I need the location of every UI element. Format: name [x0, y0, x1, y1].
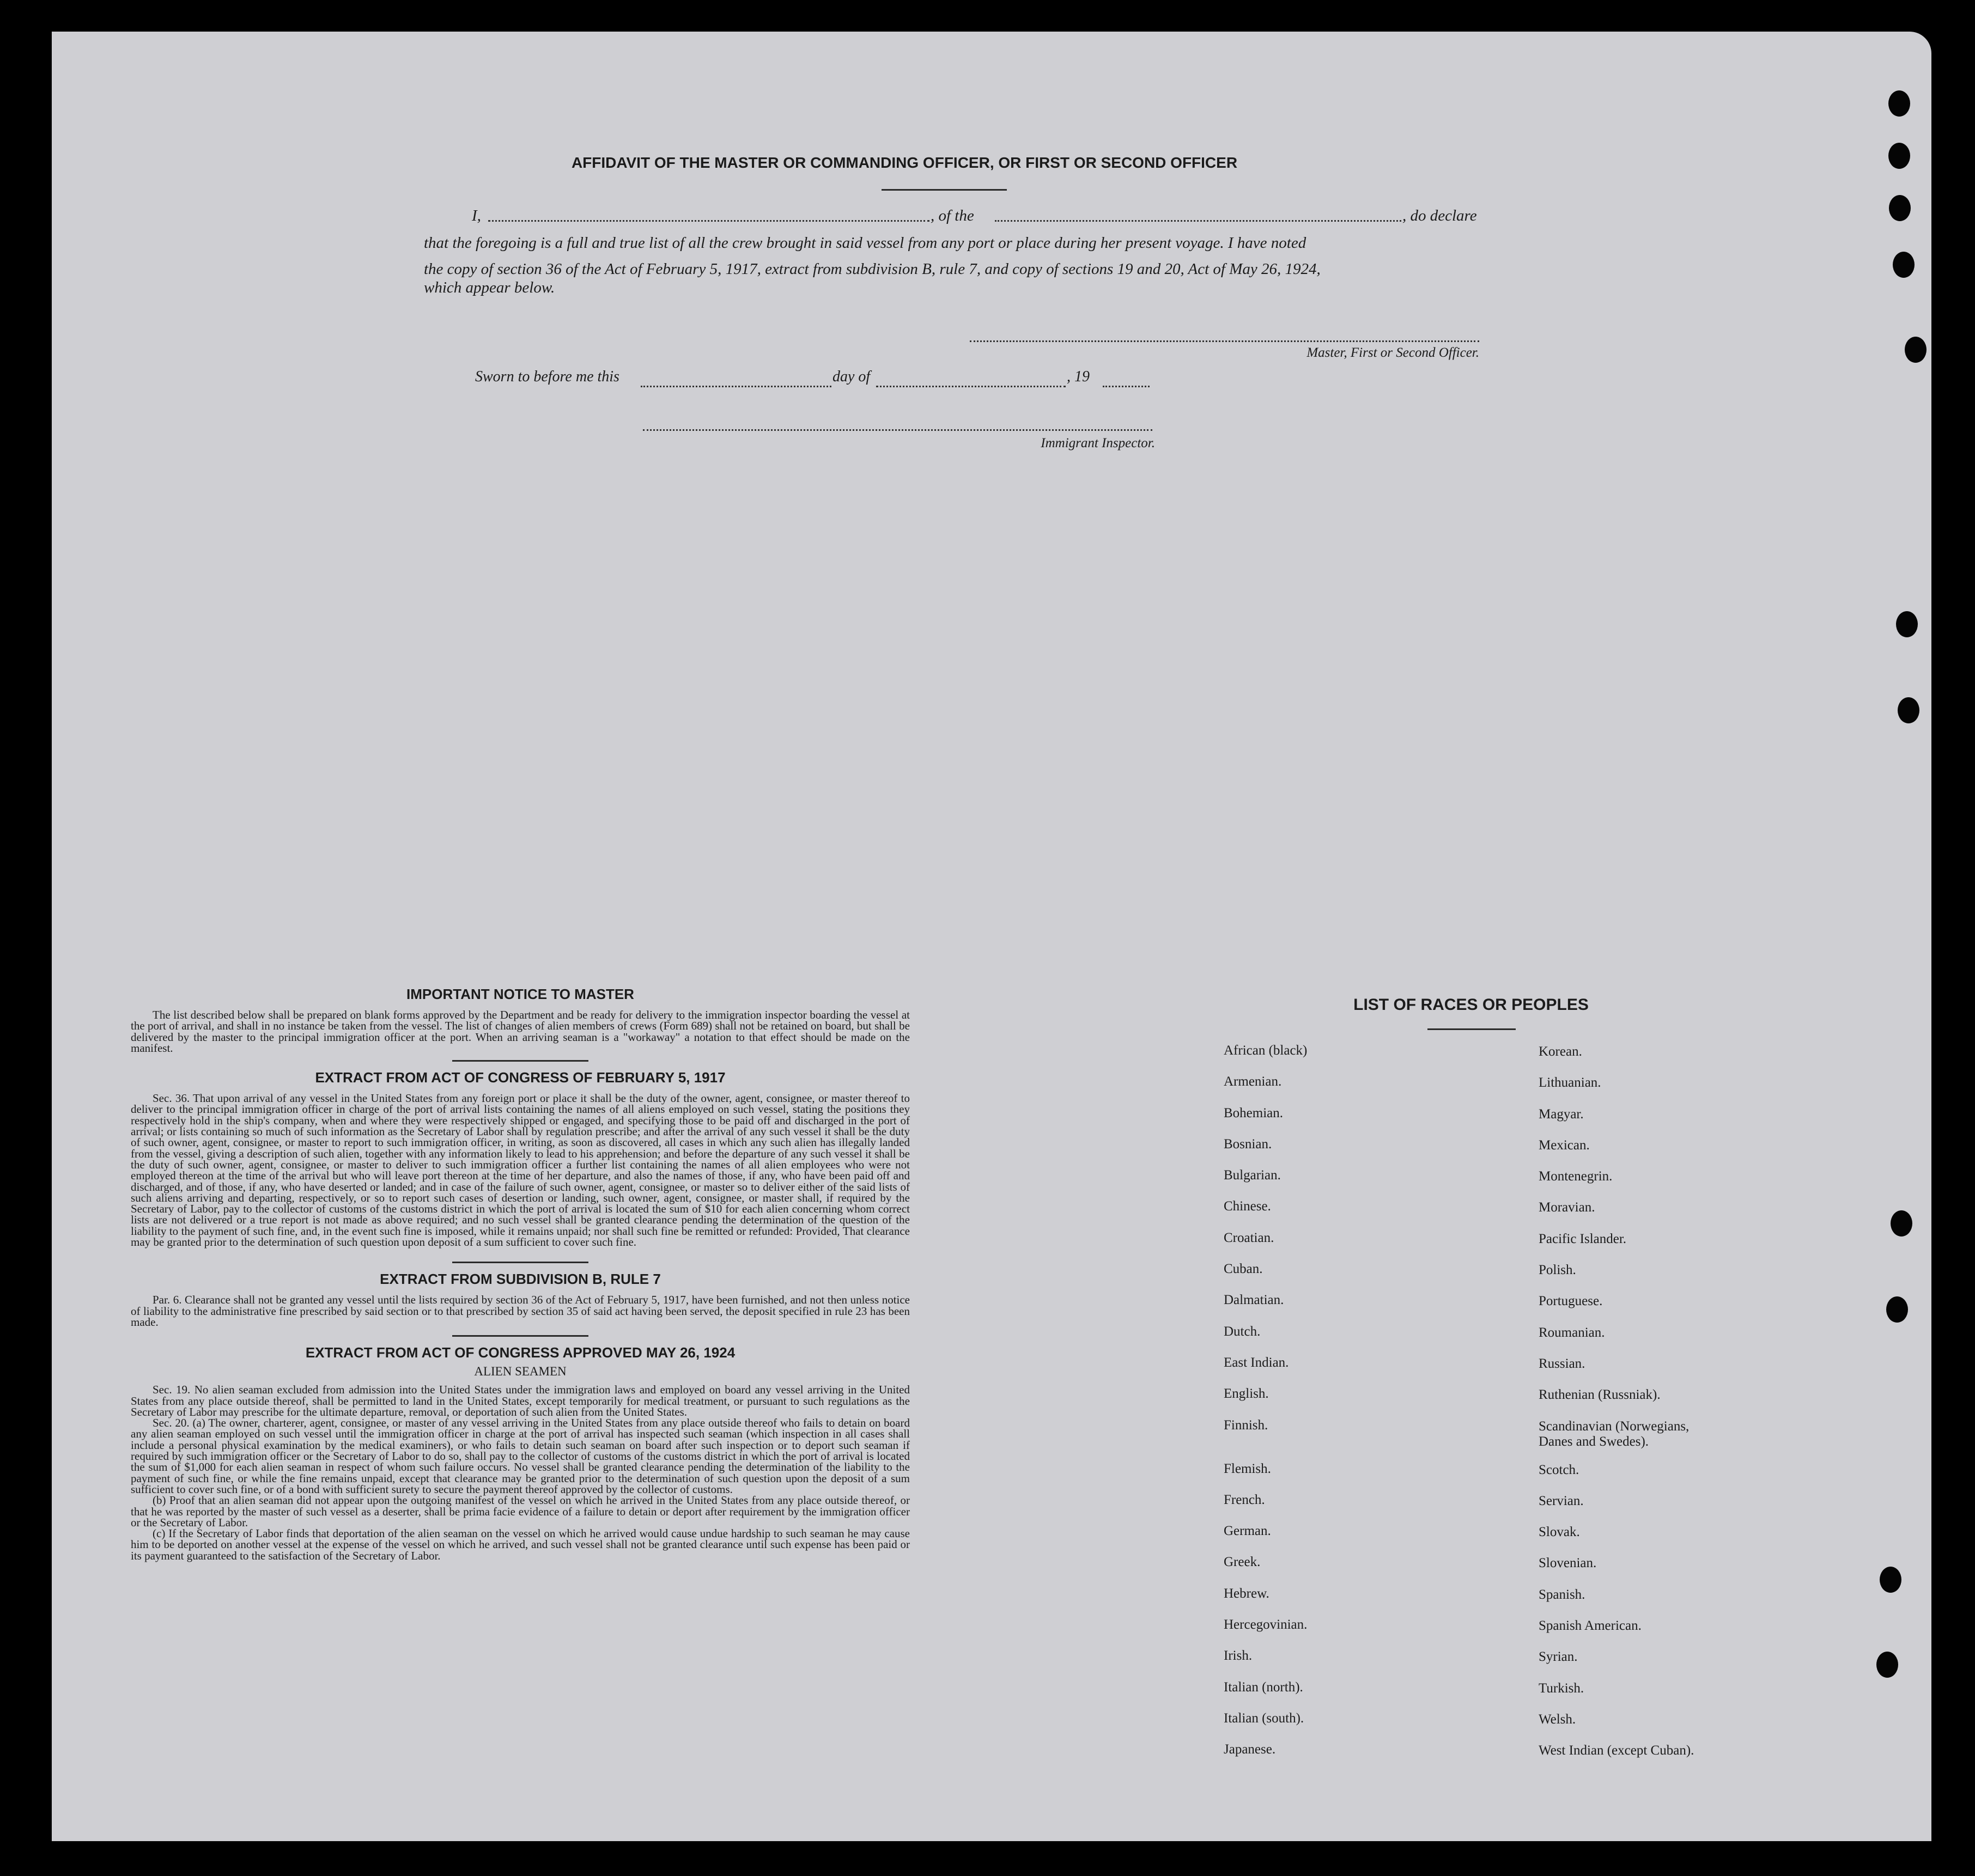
race-item: German.	[1224, 1524, 1271, 1539]
affidavit-line-3: the copy of section 36 of the Act of February 5, 1917, extract from subdivision B, rule 7, and copy of sections 19 and 20, Act of May 26, 1924,	[424, 260, 1321, 278]
notice-body: The list described below shall be prepared on blank forms approved by the Department and be ready for delivery to the immigration inspector boarding the vessel at the port of arrival, and shall in no instance be taken from the vessel. The list of changes of alien members of crews (Form 689) shall not be retained on board, but shall be delivered by the master to the principal immigration officer at the port. When an arriving seaman is a "workaway" a notation to that effect should be made on the manifest.	[131, 1008, 910, 1055]
affidavit-of-the: , of the	[931, 207, 974, 224]
race-item: Chinese.	[1224, 1199, 1271, 1214]
race-item: Japanese.	[1224, 1742, 1276, 1757]
affidavit-i: I,	[472, 207, 481, 224]
master-signature-label: Master, First or Second Officer.	[1306, 345, 1479, 360]
affidavit-line-4: which appear below.	[424, 279, 555, 296]
race-item: Italian (north).	[1224, 1679, 1303, 1695]
punch-hole-icon	[1876, 1652, 1898, 1678]
affidavit-declare: , do declare	[1402, 207, 1477, 224]
inspector-label: Immigrant Inspector.	[1041, 436, 1155, 450]
race-item: Dutch.	[1224, 1324, 1261, 1339]
race-item: Dalmatian.	[1224, 1293, 1284, 1308]
notice-column	[131, 986, 910, 1561]
affidavit-title: AFFIDAVIT OF THE MASTER OR COMMANDING OFFICER, OR FIRST OR SECOND OFFICER	[571, 154, 1238, 171]
race-item: East Indian.	[1224, 1355, 1289, 1370]
punch-hole-icon	[1886, 1296, 1908, 1323]
race-item: Slovak.	[1539, 1525, 1580, 1540]
extract-1917-body: Sec. 36. That upon arrival of any vessel in the United States from any foreign port or place it shall be the duty of the owner, agent, consignee, or master thereof to deliver to the principal immigration officer in charge of the port of arrival lists containing the names of all aliens employed on such vessel, stating the positions they respectively hold in the ship's company, when and where they were respectively shipped or engaged, and specifying those to be paid off and discharged in the port of arrival; or lists containing so much of such information as the Secretary of Labor shall by regulation prescribe; and after the arrival of any such vessel it shall be the duty of such owner, agent, consignee, or master to report to such immigration officer, in writing, as soon as discovered, all cases in which any such alien has illegally landed from the vessel, giving a description of such alien, together with any information likely to lead to his apprehension; and before the departure of any such vessel it shall be the duty of such owner, agent, consignee, or master to deliver to such immigration officer a further list containing the names of all alien employees who were not employed thereon at the time of the arrival but who will leave port thereon at the time of her departure, and also the names of those, if any, who have been paid off and discharged, and of those, if any, who have deserted or landed; and in case of the failure of such owner, agent, consignee, or master so to deliver either of the said lists of such aliens arriving and departing, respectively, or so to report such cases of desertion or landing, such owner, agent, consignee, or master shall, if required by the Secretary of Labor, pay to the collector of customs of the customs district in which the port of arrival is located the sum of $10 for each alien concerning whom correct lists are not delivered or a true report is not made as above required; and no such vessel shall be granted clearance pending the determination of the question of the liability to the payment of such fine, and, in the event such fine is imposed, while it remains unpaid; nor shall such fine be remitted or refunded: Provided, That clearance may be granted prior to the determination of such question upon deposit of a sum sufficient to cover such fine.	[131, 1092, 910, 1249]
race-item: Syrian.	[1539, 1649, 1578, 1665]
race-item: Slovenian.	[1539, 1556, 1597, 1571]
race-item: Russian.	[1539, 1356, 1585, 1371]
punch-hole-icon	[1888, 143, 1910, 169]
race-item: Magyar.	[1539, 1106, 1584, 1122]
inspector-signature-field[interactable]	[643, 429, 1152, 431]
vessel-name-field[interactable]	[995, 220, 1401, 222]
race-item: English.	[1224, 1386, 1269, 1402]
punch-hole-icon	[1898, 697, 1919, 723]
race-item: Korean.	[1539, 1044, 1582, 1059]
race-item: Polish.	[1539, 1263, 1576, 1278]
year-prefix: , 19	[1067, 368, 1090, 385]
races-list-left	[1224, 1043, 1485, 1774]
punch-hole-icon	[1880, 1567, 1901, 1593]
race-item: Irish.	[1224, 1648, 1253, 1664]
rule-7-title: EXTRACT FROM SUBDIVISION B, RULE 7	[380, 1271, 661, 1288]
race-item: Ruthenian (Russniak).	[1539, 1387, 1661, 1403]
race-item: African (black)	[1224, 1043, 1308, 1058]
races-list-right	[1539, 1044, 1844, 1775]
extract-1924-title: EXTRACT FROM ACT OF CONGRESS APPROVED MAY 26, 1924	[305, 1344, 736, 1361]
race-item: Greek.	[1224, 1555, 1261, 1570]
race-item: Finnish.	[1224, 1417, 1268, 1433]
race-item: Pacific Islander.	[1539, 1231, 1627, 1246]
master-signature-field[interactable]	[970, 340, 1479, 342]
rule-7-body: Par. 6. Clearance shall not be granted any vessel until the lists required by section 36 of the Act of February 5, 1917, have been furnished, and not then unless notice of liability to the administrative fine prescribed by said section or to that prescribed by section 35 of said act having been served, the deposit specified in rule 23 has been made.	[131, 1293, 910, 1329]
alien-seamen-subtitle: ALIEN SEAMEN	[474, 1365, 567, 1379]
race-item: Armenian.	[1224, 1074, 1282, 1089]
race-item: Servian.	[1539, 1493, 1584, 1508]
section-divider	[452, 1335, 588, 1337]
race-item: Mexican.	[1539, 1137, 1590, 1153]
sworn-text: Sworn to before me this	[475, 368, 619, 385]
day-of-text: day of	[832, 368, 871, 385]
race-item: Welsh.	[1539, 1711, 1576, 1727]
race-item: Hebrew.	[1224, 1586, 1269, 1601]
race-item: Hercegovinian.	[1224, 1617, 1308, 1633]
race-item: French.	[1224, 1492, 1265, 1507]
punch-hole-icon	[1905, 337, 1927, 363]
races-divider	[1427, 1028, 1516, 1030]
race-item: Spanish American.	[1539, 1618, 1642, 1634]
sworn-day-field[interactable]	[641, 386, 831, 387]
race-item: Italian (south).	[1224, 1710, 1304, 1726]
race-item: Turkish.	[1539, 1680, 1584, 1696]
race-item: Scandinavian (Norwegians, Danes and Swedes).	[1539, 1418, 1690, 1449]
race-item: Roumanian.	[1539, 1325, 1605, 1340]
race-item: Cuban.	[1224, 1262, 1263, 1277]
races-title: LIST OF RACES OR PEOPLES	[1353, 996, 1589, 1014]
race-item: Montenegrin.	[1539, 1169, 1613, 1184]
race-item: Moravian.	[1539, 1200, 1595, 1215]
punch-hole-icon	[1896, 611, 1918, 637]
section-divider	[452, 1060, 588, 1062]
punch-hole-icon	[1889, 195, 1911, 221]
race-item: Flemish.	[1224, 1461, 1271, 1476]
race-item: Croatian.	[1224, 1230, 1274, 1245]
race-item: Bosnian.	[1224, 1136, 1272, 1152]
race-item: Spanish.	[1539, 1587, 1585, 1602]
section-divider	[452, 1262, 588, 1263]
race-item: Lithuanian.	[1539, 1075, 1601, 1091]
sworn-month-field[interactable]	[876, 386, 1066, 387]
punch-hole-icon	[1888, 90, 1910, 117]
race-item: Scotch.	[1539, 1462, 1579, 1477]
title-divider	[882, 189, 1007, 191]
punch-hole-icon	[1893, 252, 1915, 278]
extract-1917-title: EXTRACT FROM ACT OF CONGRESS OF FEBRUARY 5, 1917	[315, 1069, 726, 1086]
race-item: Bohemian.	[1224, 1105, 1284, 1120]
declarant-name-field[interactable]	[488, 220, 929, 222]
extract-1924-body: Sec. 19. No alien seaman excluded from admission into the United States under the immigration laws and employed on board any vessel arriving in the United States from any place outside thereof, shall be permitted to land in the United States, except temporarily for medical treatment, or pursuant to such regulations as the Secretary of Labor may prescribe for the ultimate departure, removal, or deportation of such alien from the United States. Sec. 20. (a) The owner, charterer, agent, consignee, or master of any vessel arriving in the United States from any place outside thereof who fails to detain on board any alien seaman employed on such vessel until the immigration officer in charge at the port of arrival has inspected such seaman (which inspection in all cases shall include a personal physical examination by the medical examiners), or who fails to detain such seaman on board after such inspection or to deport such seaman if required by such immigration officer or the Secretary of Labor to do so, shall pay to the collector of customs of the customs district in which the port of arrival is located the sum of $1,000 for each alien seaman in respect of whom such failure occurs. No vessel shall be granted clearance pending the determination of the liability to the payment of such fine, or while the fine remains unpaid, except that clearance may be granted prior to the determination of such question upon the deposit of a sum sufficient to cover such fine, or of a bond with sufficient surety to secure the payment thereof approved by the collector of customs. (b) Proof that an alien seaman did not appear upon the outgoing manifest of the vessel on which he arrived in the United States from any place outside thereof, or that he was reported by the master of such vessel as a deserter, shall be prima facie evidence of a failure to detain or deport after requirement by the immigration officer or the Secretary of Labor. (c) If the Secretary of Labor finds that deportation of the alien seaman on the vessel on which he arrived would cause undue hardship to such seaman he may cause him to be deported on another vessel at the expense of the vessel on which he arrived, and such vessel shall not be granted clearance until such expense has been paid or its payment guaranteed to the satisfaction of the Secretary of Labor.	[131, 1383, 910, 1562]
notice-title: IMPORTANT NOTICE TO MASTER	[406, 986, 634, 1002]
race-item: Bulgarian.	[1224, 1168, 1281, 1183]
race-item: Portuguese.	[1539, 1294, 1603, 1309]
punch-hole-icon	[1891, 1210, 1912, 1237]
sworn-year-field[interactable]	[1103, 386, 1150, 387]
affidavit-line-2: that the foregoing is a full and true list of all the crew brought in said vessel from any port or place during her present voyage. I have noted	[424, 234, 1306, 252]
race-item: West Indian (except Cuban).	[1539, 1743, 1694, 1758]
